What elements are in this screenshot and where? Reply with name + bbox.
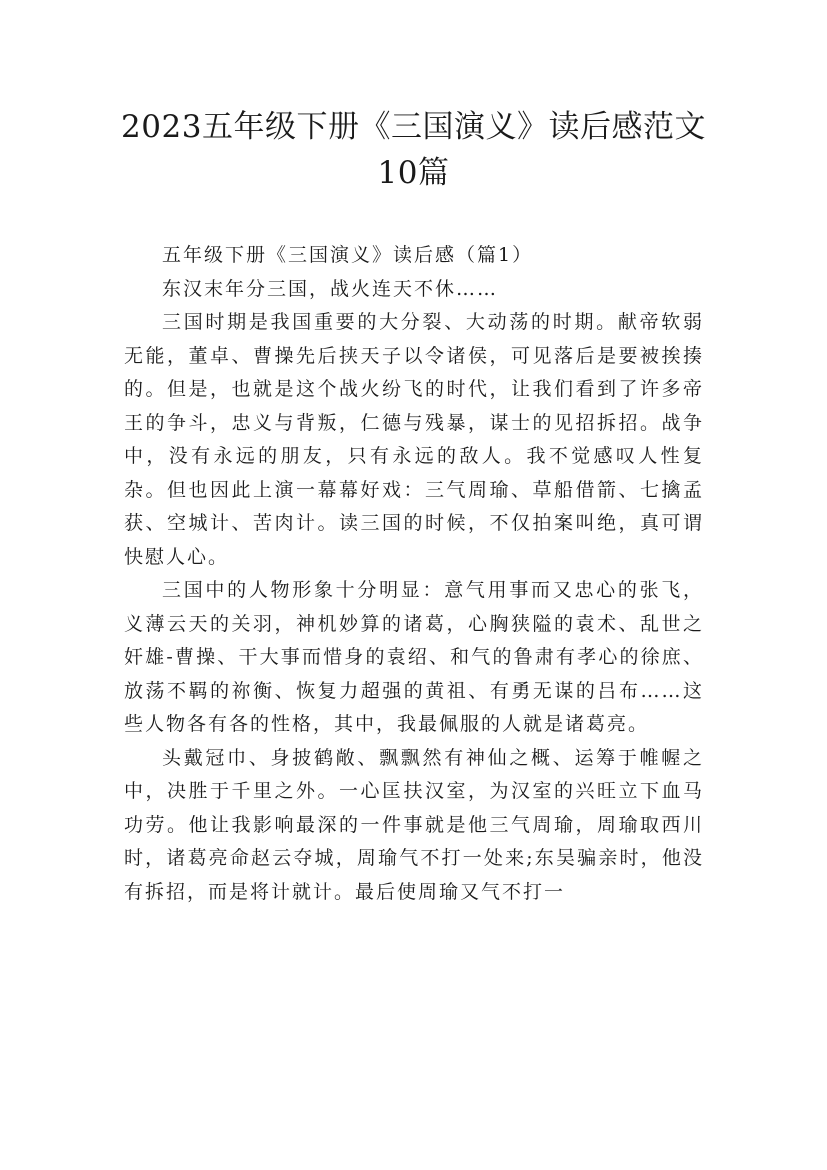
- document-body: [124, 239, 704, 909]
- paragraph: 东汉末年分三国，战火连天不休……: [162, 277, 499, 300]
- paragraph: 三国时期是我国重要的大分裂、大动荡的时期。献帝软弱无能，董卓、曹操先后挟天子以令诸侯，可见落后是要被挨揍的。但是，也就是这个战火纷飞的时代，让我们看到了许多帝王的争斗，忠义与背叛，仁德与残暴，谋士的见招拆招。战争中，没有永远的朋友，只有永远的敌人。我不觉感叹人性复杂。但也因此上演一幕幕好戏：三气周瑜、草船借箭、七擒孟获、空城计、苦肉计。读三国的时候，不仅拍案叫绝，真可谓快慰人心。: [124, 311, 704, 568]
- paragraph: 头戴冠巾、身披鹤敞、飘飘然有神仙之概、运筹于帷幄之中，决胜于千里之外。一心匡扶汉室，为汉室的兴旺立下血马功劳。他让我影响最深的一件事就是他三气周瑜，周瑜取西川时，诸葛亮命赵云夺城，周瑜气不打一处来;东吴骗亲时，他没有拆招，而是将计就计。最后使周瑜又气不打一: [124, 746, 704, 903]
- section-heading: 五年级下册《三国演义》读后感（篇1）: [162, 244, 534, 266]
- document-title: 2023五年级下册《三国演义》读后感范文10篇: [121, 109, 706, 191]
- paragraph: 三国中的人物形象十分明显：意气用事而又忠心的张飞，义薄云天的关羽，神机妙算的诸葛，心胸狭隘的袁术、乱世之奸雄-曹操、干大事而惜身的袁绍、和气的鲁肃有孝心的徐庶、放荡不羁的祢衡、恢复力超强的黄祖、有勇无谋的吕布……这些人物各有各的性格，其中，我最佩服的人就是诸葛亮。: [124, 579, 704, 735]
